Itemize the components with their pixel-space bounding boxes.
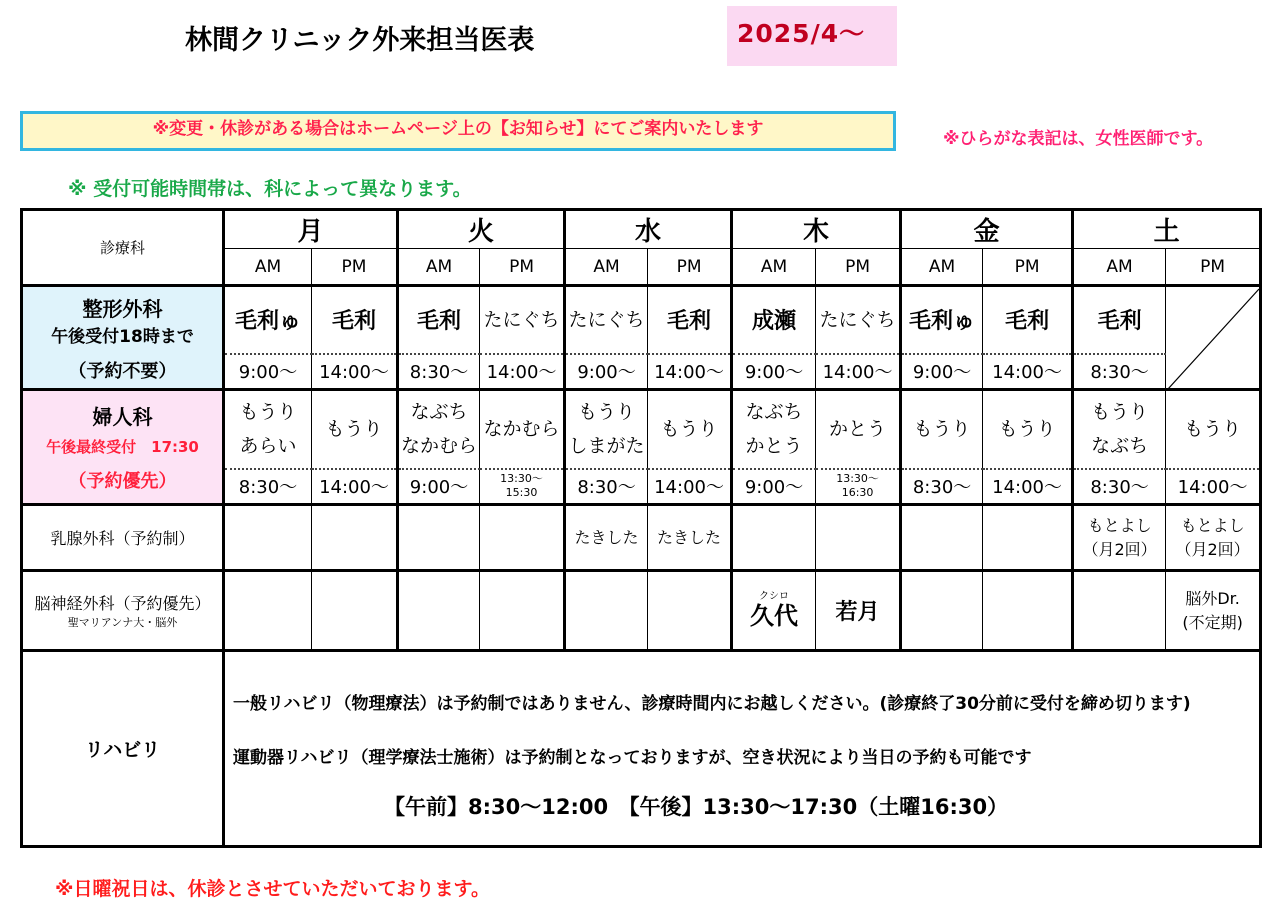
neuro-cell-sat-am — [1073, 571, 1166, 651]
breast-cell-mon-pm — [312, 505, 398, 571]
doctor-name: なぶち — [1091, 435, 1149, 458]
ortho-doctor-fri-pm: 毛利 — [983, 286, 1073, 354]
breast-doctor-wed-pm: たきした — [648, 505, 732, 571]
pm-header: PM — [312, 249, 398, 286]
ortho-doctor-wed-pm: 毛利 — [648, 286, 732, 354]
ortho-doctor-wed-am: たにぐち — [565, 286, 648, 354]
rehab-motor-note: 運動器リハビリ（理学療法士施術）は予約制となっておりますが、空き状況により当日の予約も可能です — [233, 747, 1032, 768]
female-doctor-note: ※ひらがな表記は、女性医師です。 — [943, 129, 1214, 149]
dept-orthopedics-hours: 午後受付18時まで — [51, 326, 194, 347]
ortho-time-fri-am: 9:00～ — [901, 354, 983, 390]
gyn-time-sat-pm: 14:00～ — [1166, 469, 1261, 505]
pm-header: PM — [648, 249, 732, 286]
ortho-time-sat-am: 8:30～ — [1073, 354, 1166, 390]
gyn-doctor-tue-am — [398, 390, 480, 469]
doctor-name: もうり — [578, 401, 636, 424]
ortho-time-fri-pm: 14:00～ — [983, 354, 1073, 390]
day-header-fri: 金 — [901, 210, 1073, 249]
doctor-name: あらい — [239, 435, 297, 458]
pm-header: PM — [1166, 249, 1261, 286]
pm-header: PM — [983, 249, 1073, 286]
ortho-time-wed-am: 9:00～ — [565, 354, 648, 390]
pm-header: PM — [816, 249, 901, 286]
dept-column-header: 診療科 — [22, 210, 224, 286]
gyn-time-wed-pm: 14:00～ — [648, 469, 732, 505]
day-header-wed: 水 — [565, 210, 732, 249]
neuro-cell-mon-am — [224, 571, 312, 651]
page-title: 林間クリニック外来担当医表 — [185, 25, 535, 56]
breast-doctor-sat-am: もとよし （月2回） — [1073, 505, 1166, 571]
gyn-time-fri-am: 8:30～ — [901, 469, 983, 505]
breast-cell-mon-am — [224, 505, 312, 571]
closed-slash-icon — [1166, 287, 1261, 390]
ortho-sat-pm-closed — [1166, 286, 1261, 390]
ortho-doctor-thu-am: 成瀬 — [732, 286, 816, 354]
gyn-time-mon-am: 8:30～ — [224, 469, 312, 505]
gyn-doctor-fri-pm: もうり — [983, 390, 1073, 469]
doctor-name: もうり — [239, 401, 297, 424]
ortho-doctor-tue-pm: たにぐち — [480, 286, 565, 354]
ortho-time-tue-pm: 14:00～ — [480, 354, 565, 390]
dept-gynecology — [22, 390, 224, 505]
neuro-cell-tue-pm — [480, 571, 565, 651]
gyn-time-thu-am: 9:00～ — [732, 469, 816, 505]
gyn-time-thu-pm: 13:30～ 16:30 — [816, 469, 901, 505]
ortho-time-wed-pm: 14:00～ — [648, 354, 732, 390]
rehab-general-note: 一般リハビリ（物理療法）は予約制ではありません、診療時間内にお越しください。(診療終了30分前に受付を締め切ります) — [233, 693, 1191, 714]
ortho-time-mon-am: 9:00～ — [224, 354, 312, 390]
dept-gynecology-name: 婦人科 — [92, 405, 153, 429]
holiday-closed-note: ※日曜祝日は、休診とさせていただいております。 — [55, 878, 490, 900]
effective-date-badge: 2025/4～ — [727, 6, 897, 66]
breast-cell-tue-am — [398, 505, 480, 571]
gyn-doctor-wed-am — [565, 390, 648, 469]
day-header-tue: 火 — [398, 210, 565, 249]
neuro-doctor-thu-am — [732, 571, 816, 651]
gyn-doctor-fri-am: もうり — [901, 390, 983, 469]
dept-neurosurgery-affiliation: 聖マリアンナ大・脳外 — [67, 616, 178, 629]
gyn-doctor-sat-pm: もうり — [1166, 390, 1261, 469]
gyn-doctor-wed-pm: もうり — [648, 390, 732, 469]
neuro-doctor-thu-pm: 若月 — [816, 571, 901, 651]
breast-cell-fri-am — [901, 505, 983, 571]
gyn-time-tue-pm: 13:30～ 15:30 — [480, 469, 565, 505]
dept-orthopedics-name: 整形外科 — [82, 296, 163, 321]
day-header-mon: 月 — [224, 210, 398, 249]
breast-cell-tue-pm — [480, 505, 565, 571]
doctor-name: もうり — [1091, 401, 1149, 424]
neuro-cell-mon-pm — [312, 571, 398, 651]
ortho-doctor-thu-pm: たにぐち — [816, 286, 901, 354]
neuro-doctor-sat-pm: 脳外Dr. (不定期) — [1166, 571, 1261, 651]
gyn-time-sat-am: 8:30～ — [1073, 469, 1166, 505]
dept-gynecology-hours: 午後最終受付 17:30 — [46, 438, 199, 456]
neuro-cell-tue-am — [398, 571, 480, 651]
dept-neurosurgery-name: 脳神経外科（予約優先） — [34, 594, 211, 613]
neuro-cell-wed-am — [565, 571, 648, 651]
dept-neurosurgery — [22, 571, 224, 651]
ortho-time-mon-pm: 14:00～ — [312, 354, 398, 390]
am-header: AM — [732, 249, 816, 286]
dept-orthopedics-reservation: （予約不要） — [68, 360, 177, 382]
pm-header: PM — [480, 249, 565, 286]
dept-gynecology-reservation: （予約優先） — [68, 471, 177, 492]
gyn-doctor-thu-pm: かとう — [816, 390, 901, 469]
doctor-name: しまがた — [568, 435, 645, 458]
neuro-doctor-ruby: クシロ — [759, 590, 790, 602]
gyn-time-mon-pm: 14:00～ — [312, 469, 398, 505]
ortho-time-tue-am: 8:30～ — [398, 354, 480, 390]
ortho-doctor-fri-am: 毛利ゅ — [901, 286, 983, 354]
day-header-thu: 木 — [732, 210, 901, 249]
ortho-doctor-mon-am: 毛利ゅ — [224, 286, 312, 354]
day-header-sat: 土 — [1073, 210, 1261, 249]
dept-breast-surgery: 乳腺外科（予約制） — [22, 505, 224, 571]
change-notice-banner: ※変更・休診がある場合はホームページ上の【お知らせ】にてご案内いたします — [20, 111, 896, 151]
reception-time-note: ※ 受付可能時間帯は、科によって異なります。 — [68, 178, 472, 200]
gyn-time-fri-pm: 14:00～ — [983, 469, 1073, 505]
dept-orthopedics — [22, 286, 224, 390]
am-header: AM — [224, 249, 312, 286]
schedule-table — [20, 208, 1262, 848]
ortho-time-thu-am: 9:00～ — [732, 354, 816, 390]
am-header: AM — [565, 249, 648, 286]
ortho-time-thu-pm: 14:00～ — [816, 354, 901, 390]
ortho-doctor-tue-am: 毛利 — [398, 286, 480, 354]
gyn-doctor-mon-pm: もうり — [312, 390, 398, 469]
neuro-cell-fri-am — [901, 571, 983, 651]
doctor-name: なぶち — [745, 401, 803, 424]
neuro-cell-wed-pm — [648, 571, 732, 651]
am-header: AM — [901, 249, 983, 286]
ortho-doctor-sat-am: 毛利 — [1073, 286, 1166, 354]
breast-cell-thu-pm — [816, 505, 901, 571]
breast-doctor-sat-pm: もとよし （月2回） — [1166, 505, 1261, 571]
rehab-info — [224, 651, 1261, 847]
schedule-table-wrapper — [20, 208, 1259, 850]
neuro-cell-fri-pm — [983, 571, 1073, 651]
breast-cell-fri-pm — [983, 505, 1073, 571]
gyn-doctor-mon-am — [224, 390, 312, 469]
breast-cell-thu-am — [732, 505, 816, 571]
gyn-time-tue-am: 9:00～ — [398, 469, 480, 505]
am-header: AM — [398, 249, 480, 286]
doctor-name: なかむら — [401, 435, 478, 458]
gyn-doctor-thu-am — [732, 390, 816, 469]
gyn-doctor-sat-am — [1073, 390, 1166, 469]
ortho-doctor-mon-pm: 毛利 — [312, 286, 398, 354]
am-header: AM — [1073, 249, 1166, 286]
neuro-doctor-name: 久代 — [750, 601, 799, 630]
doctor-name: なぶち — [410, 401, 468, 424]
gyn-time-wed-am: 8:30～ — [565, 469, 648, 505]
breast-doctor-wed-am: たきした — [565, 505, 648, 571]
rehab-hours: 【午前】8:30～12:00 【午後】13:30～17:30（土曜16:30） — [383, 794, 1009, 819]
doctor-name: かとう — [745, 435, 803, 458]
gyn-doctor-tue-pm: なかむら — [480, 390, 565, 469]
dept-rehabilitation: リハビリ — [22, 651, 224, 847]
